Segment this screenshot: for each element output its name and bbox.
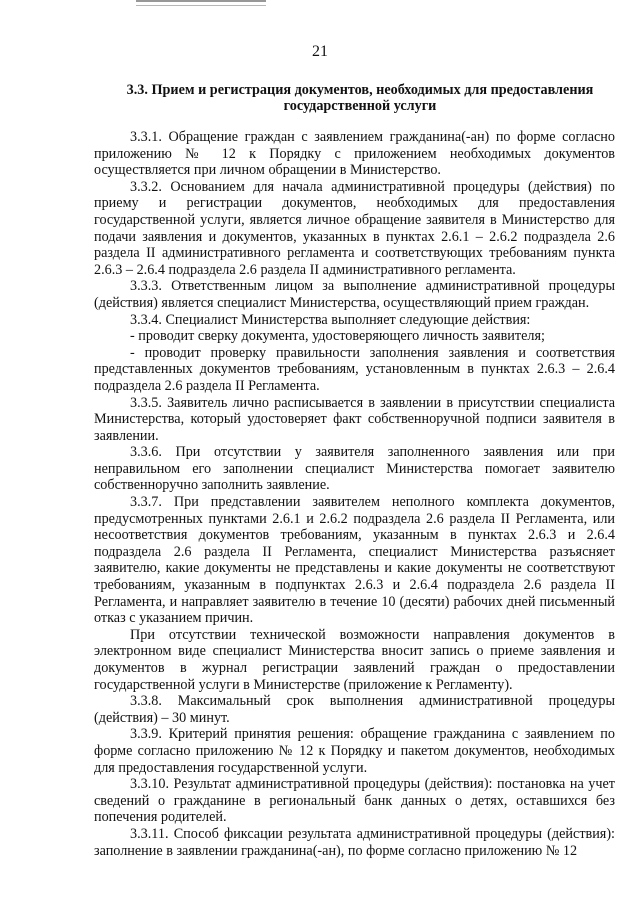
scan-artifact-line (136, 0, 266, 6)
page-number: 21 (312, 43, 328, 60)
paragraph: - проводит сверку документа, удостоверяющего личность заявителя; (130, 328, 545, 345)
paragraph: 3.3.3. Ответственным лицом за выполнение административной процедуры (действия) является специалист Министерства, осуществляющий прием граждан. (94, 278, 615, 311)
paragraph: 3.3.7. При представлении заявителем неполного комплекта документов, предусмотренных пунктами 2.6.1 и 2.6.2 подраздела 2.6 раздела II Регламента, или несоответствия документов требованиям, указанным в пунктах 2.6.3 и 2.6.4 подраздела 2.6 раздела II Регламента, специалист Министерства разъясняет заявителю, какие документы не представлены и какие документы не соответствуют требованиям, указанным в подпунктах 2.6.3 и 2.6.4 подраздела 2.6 раздела II Регламента, и направляет заявителю в течение 10 (десяти) рабочих дней письменный отказ с указанием причин. (94, 494, 615, 627)
section-heading: 3.3. Прием и регистрация документов, необходимых для предоставления государственной услуги (126, 82, 594, 114)
paragraph: 3.3.10. Результат административной процедуры (действия): постановка на учет сведений о гражданине в региональный банк данных о детях, оставшихся без попечения родителей. (94, 776, 615, 826)
paragraph: 3.3.9. Критерий принятия решения: обращение гражданина с заявлением по форме согласно приложению № 12 к Порядку и пакетом документов, необходимых для предоставления государственной услуги. (94, 726, 615, 776)
document-body (94, 129, 615, 859)
paragraph: 3.3.2. Основанием для начала административной процедуры (действия) по приему и регистрации документов, необходимых для предоставления государственной услуги, является личное обращение заявителя в Министерство для подачи заявления и документов, указанных в пунктах 2.6.1 – 2.6.2 подраздела 2.6 раздела II административного регламента и соответствующих требованиям пункта 2.6.3 – 2.6.4 подраздела 2.6 раздела II административного регламента. (94, 178, 615, 278)
paragraph: 3.3.8. Максимальный срок выполнения административной процедуры (действия) – 30 минут. (94, 693, 615, 726)
paragraph: - проводит проверку правильности заполнения заявления и соответствия представленных документов требованиям, установленным в пунктах 2.6.3 – 2.6.4 подраздела 2.6 раздела II Регламента. (94, 344, 615, 394)
paragraph: 3.3.11. Способ фиксации результата административной процедуры (действия): заполнение в заявлении гражданина(-ан), по форме согласно приложению № 12 (94, 825, 615, 859)
paragraph: 3.3.6. При отсутствии у заявителя заполненного заявления или при неправильном его заполнении специалист Министерства помогает заявителю собственноручно заполнить заявление. (94, 444, 615, 494)
paragraph: При отсутствии технической возможности направления документов в электронном виде специалист Министерства вносит запись о приеме заявления и документов в журнал регистрации заявлений граждан о предоставлении государственной услуги в Министерстве (приложение к Регламенту). (94, 626, 615, 693)
paragraph: 3.3.1. Обращение граждан с заявлением гражданина(-ан) по форме согласно приложению № 12 к Порядку с приложением необходимых документов осуществляется при личном обращении в Министерство. (94, 129, 615, 179)
paragraph: 3.3.4. Специалист Министерства выполняет следующие действия: (130, 311, 531, 328)
paragraph: 3.3.5. Заявитель лично расписывается в заявлении в присутствии специалиста Министерства, который удостоверяет факт собственноручной подписи заявителя в заявлении. (94, 394, 615, 444)
